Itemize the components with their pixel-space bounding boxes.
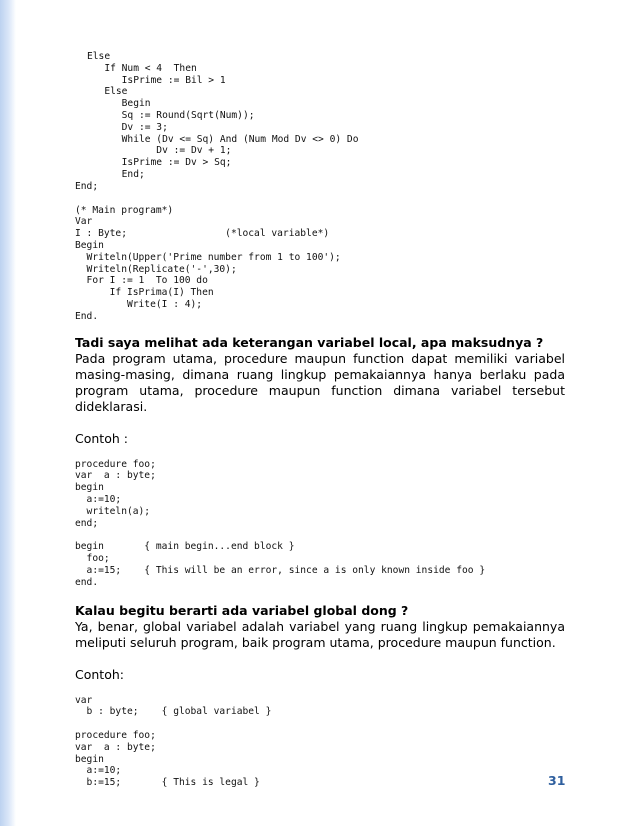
page-side-gradient-bar xyxy=(0,0,16,826)
code-block-procedure-foo: procedure foo; var a : byte; begin a:=10; writeln(a); end; xyxy=(75,458,156,529)
code-block-procedure-foo-legal: procedure foo; var a : byte; begin a:=10; b:=15; { This is legal } xyxy=(75,730,260,789)
code-block-else-branch: Else If Num < 4 Then IsPrime := Bil > 1 Else Begin Sq := Round(Sqrt(Num)); Dv := 3; While (Dv <= Sq) And (Num Mod Dv <> 0) Do Dv := Dv + 1; IsPrime := Dv > Sq; End; xyxy=(87,51,359,180)
paragraph-global-variable-explanation: Ya, benar, global variabel adalah variabel yang ruang lingkup pemakaiannya meliputi seluruh program, baik program utama, procedure maupun function. xyxy=(75,618,565,650)
page-content xyxy=(75,51,565,789)
code-block-main-program: (* Main program*) Var I : Byte; (*local variable*) Begin Writeln(Upper('Prime number from 1 to 100'); Writeln(Replicate('-',30); For I := 1 To 100 do If IsPrima(I) Then Write(I : 4); End. xyxy=(75,204,341,322)
page-number: 31 xyxy=(548,773,566,788)
example-label-2: Contoh: xyxy=(75,666,124,682)
heading-local-variable-question: Tadi saya melihat ada keterangan variabel local, apa maksudnya ? xyxy=(75,334,544,350)
code-block-main-begin-end: begin { main begin...end block } foo; a:=15; { This will be an error, since a is only known inside foo } end. xyxy=(75,541,486,588)
heading-global-variable-question: Kalau begitu berarti ada variabel global dong ? xyxy=(75,602,409,618)
example-label-1: Contoh : xyxy=(75,430,128,446)
paragraph-local-variable-explanation: Pada program utama, procedure maupun function dapat memiliki variabel masing-masing, dimana ruang lingkup pemakaiannya hanya berlaku pada program utama, procedure maupun function dimana variabel tersebut dideklarasi. xyxy=(75,350,565,414)
code-block-function-end: End; xyxy=(75,180,99,192)
code-block-global-var: var b : byte; { global variabel } xyxy=(75,694,272,718)
